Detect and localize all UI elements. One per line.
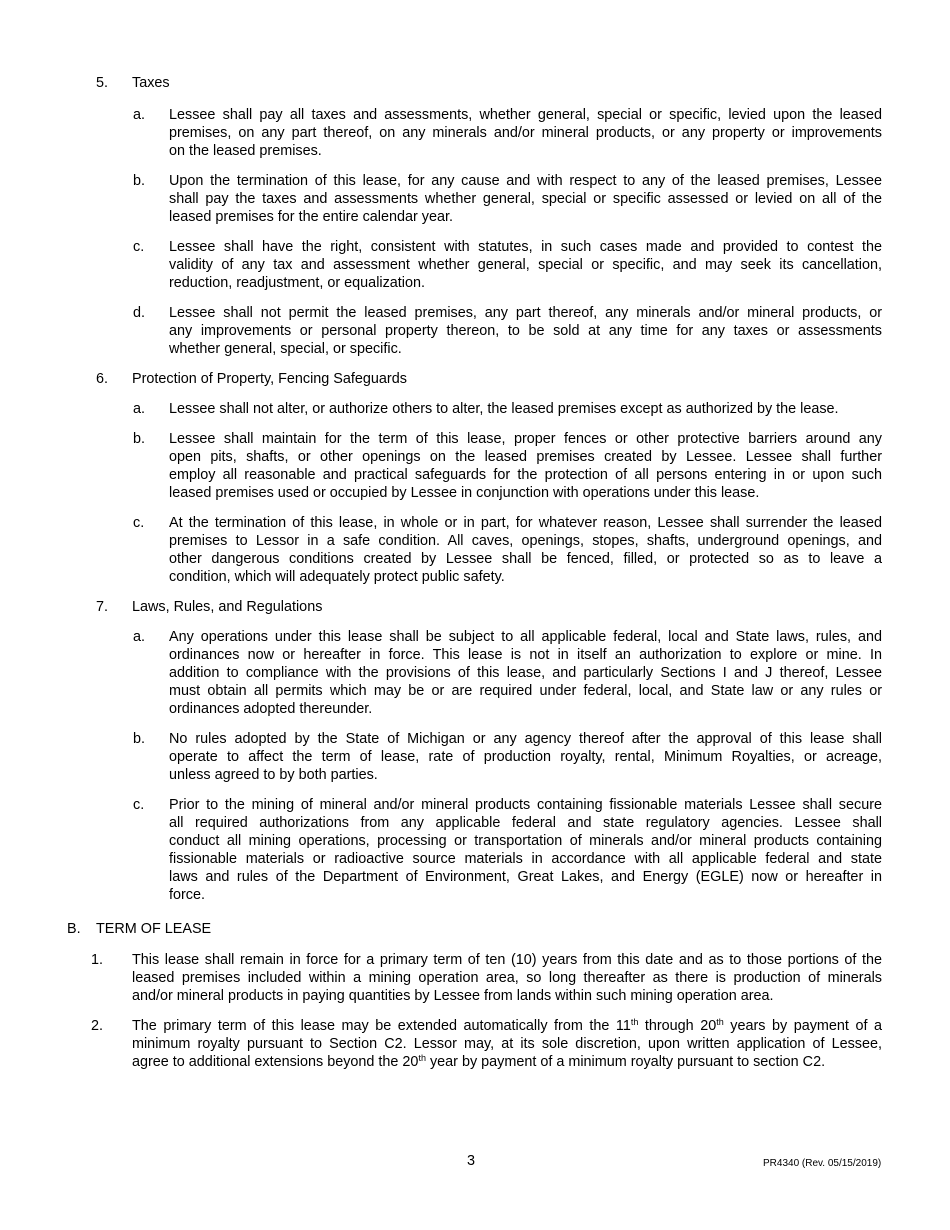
item-letter: c. bbox=[133, 239, 145, 255]
page-number: 3 bbox=[467, 1153, 476, 1169]
section-title: Protection of Property, Fencing Safeguards bbox=[132, 371, 407, 387]
paragraph-line: ordinances now or hereafter in force. This lease is not in itself an authorization to explore or mine. In bbox=[169, 647, 882, 663]
section-number: 5. bbox=[96, 75, 109, 91]
paragraph-line: Upon the termination of this lease, for any cause and with respect to any of the leased premises, Lessee bbox=[169, 173, 882, 189]
paragraph-line: conduct all mining operations, processing or transportation of minerals and/or mineral products containing bbox=[169, 833, 882, 849]
paragraph-line: open pits, shafts, or other openings on the leased premises created by Lessee. Lessee shall further bbox=[169, 449, 882, 465]
paragraph-line: must obtain all permits which may be or are required under federal, local, and State law or any rules or bbox=[169, 683, 882, 699]
paragraph-line: Lessee shall not alter, or authorize others to alter, the leased premises except as authorized by the lease. bbox=[169, 401, 839, 417]
item-letter: b. bbox=[133, 431, 146, 447]
text-run: agree to additional extensions beyond the 20 bbox=[132, 1054, 419, 1070]
paragraph-line: minimum royalty pursuant to Section C2. Lessor may, at its sole discretion, upon written application of Lessee, bbox=[132, 1036, 882, 1052]
paragraph-line: on the leased premises. bbox=[169, 143, 322, 159]
paragraph-line: No rules adopted by the State of Michigan or any agency thereof after the approval of this lease shall bbox=[169, 731, 882, 747]
paragraph-line: premises to Lessor in a safe condition. All caves, openings, stopes, shafts, underground openings, and bbox=[169, 533, 882, 549]
paragraph-line: any improvements or personal property thereon, to be sold at any time for any taxes or assessments bbox=[169, 323, 882, 339]
paragraph-line: validity of any tax and assessment whether general, special or specific, and may seek its cancellation, bbox=[169, 257, 882, 273]
paragraph-line: whether general, special, or specific. bbox=[169, 341, 402, 357]
item-letter: a. bbox=[133, 107, 146, 123]
superscript: th bbox=[716, 1017, 724, 1027]
item-letter: d. bbox=[133, 305, 146, 321]
item-letter: c. bbox=[133, 515, 145, 531]
item-letter: a. bbox=[133, 629, 146, 645]
paragraph-line: Lessee shall have the right, consistent with statutes, in such cases made and provided to contest the bbox=[169, 239, 882, 255]
item-letter: b. bbox=[133, 731, 146, 747]
item-letter: c. bbox=[133, 797, 145, 813]
paragraph-line: Lessee shall pay all taxes and assessments, whether general, special or specific, levied upon the leased bbox=[169, 107, 882, 123]
paragraph-line: and/or mineral products in paying quantities by Lessee from lands within such mining operation area. bbox=[132, 988, 774, 1004]
paragraph-line: condition, which will adequately protect public safety. bbox=[169, 569, 505, 585]
paragraph-line: premises, on any part thereof, on any minerals and/or mineral products, or any property or improvements bbox=[169, 125, 882, 141]
paragraph-line: This lease shall remain in force for a primary term of ten (10) years from this date and as to those portions of the bbox=[132, 952, 882, 968]
section-title: Taxes bbox=[132, 75, 170, 91]
paragraph-line: ordinances adopted thereunder. bbox=[169, 701, 373, 717]
paragraph-line: operate to affect the term of lease, rate of production royalty, rental, Minimum Royalties, or acreage, bbox=[169, 749, 882, 765]
paragraph-line: leased premises included within a mining operation area, so long thereafter as there is production of minerals bbox=[132, 970, 882, 986]
text-run: years by payment of a bbox=[723, 1018, 882, 1034]
paragraph-line: leased premises for the entire calendar year. bbox=[169, 209, 453, 225]
superscript: th bbox=[418, 1053, 426, 1063]
item-number: 1. bbox=[91, 952, 104, 968]
paragraph-line: addition to compliance with the provisions of this lease, and particularly Sections I and J thereof, Lessee bbox=[169, 665, 882, 681]
section-number: 6. bbox=[96, 371, 109, 387]
paragraph-line: all required authorizations from any applicable federal and state regulatory agencies. Lessee shall bbox=[169, 815, 882, 831]
text-run: The primary term of this lease may be extended automatically from the 11 bbox=[132, 1018, 631, 1034]
paragraph-line: Prior to the mining of mineral and/or mineral products containing fissionable materials Lessee shall secure bbox=[169, 797, 882, 813]
paragraph-line: employ all reasonable and practical safeguards for the protection of all persons entering in or upon such bbox=[169, 467, 882, 483]
item-letter: a. bbox=[133, 401, 146, 417]
superscript: th bbox=[630, 1017, 639, 1027]
paragraph-line: Lessee shall not permit the leased premises, any part thereof, any minerals and/or mineral products, or bbox=[169, 305, 882, 321]
paragraph-line: force. bbox=[169, 887, 205, 903]
item-number: 2. bbox=[91, 1018, 104, 1034]
paragraph-line: shall pay the taxes and assessments whether general, special or specific assessed or levied on all of the bbox=[169, 191, 882, 207]
paragraph-line: reduction, readjustment, or equalization. bbox=[169, 275, 425, 291]
paragraph-line: Lessee shall maintain for the term of this lease, proper fences or other protective barriers around any bbox=[169, 431, 882, 447]
paragraph-line: other dangerous conditions created by Lessee shall be fenced, filled, or protected so as to leave a bbox=[169, 551, 882, 567]
paragraph-line: fissionable materials or radioactive source materials in accordance with all applicable federal and state bbox=[169, 851, 882, 867]
section-title: Laws, Rules, and Regulations bbox=[132, 599, 323, 615]
paragraph-line: leased premises used or occupied by Lessee in conjunction with operations under this lease. bbox=[169, 485, 760, 501]
paragraph-line: Any operations under this lease shall be subject to all applicable federal, local and State laws, rules, and bbox=[169, 629, 882, 645]
text-run: through 20 bbox=[638, 1018, 717, 1034]
item-letter: b. bbox=[133, 173, 146, 189]
paragraph-line: At the termination of this lease, in whole or in part, for whatever reason, Lessee shall surrender the leased bbox=[169, 515, 882, 531]
section-letter: B. bbox=[67, 921, 81, 937]
paragraph-line: laws and rules of the Department of Environment, Great Lakes, and Energy (EGLE) now or hereafter in bbox=[169, 869, 882, 885]
text-run: year by payment of a minimum royalty pursuant to section C2. bbox=[425, 1054, 826, 1070]
section-number: 7. bbox=[96, 599, 109, 615]
form-revision: PR4340 (Rev. 05/15/2019) bbox=[763, 1158, 882, 1169]
paragraph-line: unless agreed to by both parties. bbox=[169, 767, 378, 783]
paragraph-line bbox=[132, 1053, 825, 1071]
section-heading: TERM OF LEASE bbox=[96, 921, 212, 937]
